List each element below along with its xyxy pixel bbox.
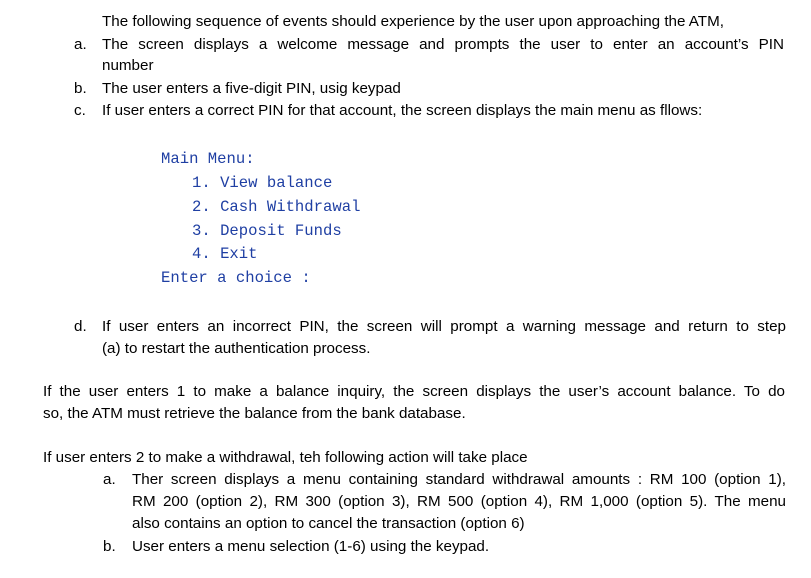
withdrawal-step-a-line-3: also contains an option to cancel the transaction (option 6) — [132, 515, 525, 532]
step-a-line-2: number — [102, 57, 154, 74]
withdrawal-step-a-line-2: RM 200 (option 2), RM 300 (option 3), RM 500 (option 4), RM 1,000 (option 5). The menu — [132, 493, 786, 510]
main-menu-title: Main Menu: — [161, 150, 255, 168]
menu-option-view-balance: 1. View balance — [192, 174, 333, 192]
menu-option-deposit-funds: 3. Deposit Funds — [192, 222, 342, 240]
step-b-text: The user enters a five-digit PIN, usig keypad — [102, 80, 401, 97]
step-a-line-1: The screen displays a welcome message and prompts the user to enter an account’s PIN — [102, 36, 784, 53]
step-b-marker: b. — [74, 80, 87, 97]
step-d-line-2: (a) to restart the authentication process. — [102, 340, 371, 357]
menu-option-cash-withdrawal: 2. Cash Withdrawal — [192, 198, 361, 216]
intro-text: The following sequence of events should experience by the user upon approaching the ATM, — [102, 13, 724, 30]
step-a-marker: a. — [74, 36, 87, 53]
menu-choice-prompt: Enter a choice : — [161, 269, 311, 287]
balance-paragraph-line-2: so, the ATM must retrieve the balance from the bank database. — [43, 405, 466, 422]
step-c-text: If user enters a correct PIN for that account, the screen displays the main menu as fllows: — [102, 102, 703, 119]
withdrawal-intro: If user enters 2 to make a withdrawal, teh following action will take place — [43, 449, 528, 466]
withdrawal-step-a-marker: a. — [103, 471, 116, 488]
withdrawal-step-b-text: User enters a menu selection (1-6) using the keypad. — [132, 538, 490, 555]
step-d-line-1: If user enters an incorrect PIN, the screen will prompt a warning message and return to step — [102, 318, 786, 335]
withdrawal-step-b-marker: b. — [103, 538, 116, 555]
balance-paragraph-line-1: If the user enters 1 to make a balance inquiry, the screen displays the user’s account balance. To do — [43, 383, 785, 400]
withdrawal-step-a-line-1: Ther screen displays a menu containing standard withdrawal amounts : RM 100 (option 1), — [132, 471, 786, 488]
step-c-marker: c. — [74, 102, 86, 119]
menu-option-exit: 4. Exit — [192, 245, 258, 263]
step-d-marker: d. — [74, 318, 87, 335]
